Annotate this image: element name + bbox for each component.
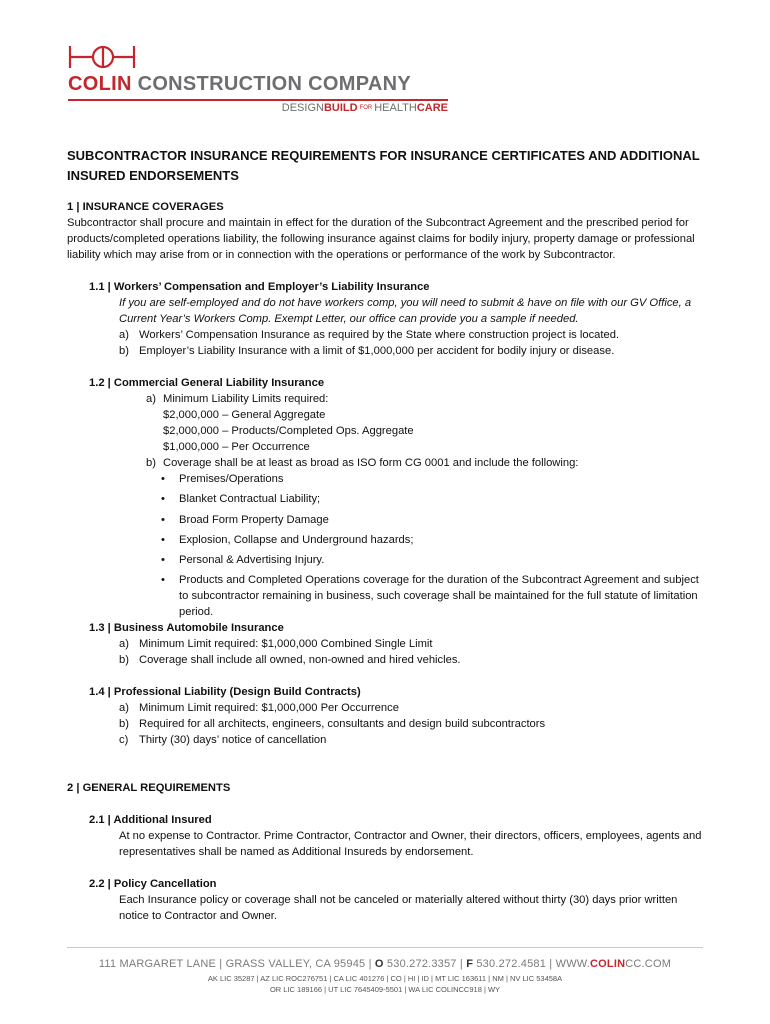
license-line: AK LIC 35287 | AZ LIC ROC276751 | CA LIC 401276 | CO | HI | ID | MT LIC 163611 | NM | NV LIC 53458A bbox=[207, 974, 563, 983]
bullet-item: • Personal & Advertising Injury. bbox=[161, 554, 325, 566]
section-1-3-list bbox=[119, 636, 707, 668]
section-1-3-heading: 1.3 | Business Automobile Insurance bbox=[89, 622, 284, 634]
section-1-1-heading: 1.1 | Workers’ Compensation and Employer’s Liability Insurance bbox=[89, 281, 430, 293]
coverage-bullets bbox=[161, 471, 707, 620]
bullet-item: • Products and Completed Operations coverage for the duration of the Subcontract Agreement and subject to subcontractor remaining in business, such coverage shall be maintained for the full statute of limitation period. bbox=[161, 574, 699, 618]
list-item: c) Thirty (30) days’ notice of cancellation bbox=[119, 734, 327, 746]
section-2-2-text: Each Insurance policy or coverage shall not be canceled or materially altered without thirty (30) days prior written notice to Contractor and Owner. bbox=[119, 894, 678, 922]
section-1-4-heading: 1.4 | Professional Liability (Design Build Contracts) bbox=[89, 686, 361, 698]
license-line: OR LIC 189166 | UT LIC 7645409-5501 | WA LIC COLINCC918 | WY bbox=[269, 985, 501, 994]
company-name: COLIN CONSTRUCTION COMPANY bbox=[68, 73, 411, 95]
section-2-2-heading: 2.2 | Policy Cancellation bbox=[89, 878, 217, 890]
logo-mark-icon bbox=[68, 44, 138, 70]
list-item: b) Coverage shall be at least as broad as ISO form CG 0001 and include the following: bbox=[146, 457, 579, 469]
section-1-2-list bbox=[146, 391, 707, 407]
liability-limits bbox=[163, 407, 707, 455]
list-item: a) Workers’ Compensation Insurance as required by the State where construction project is located. bbox=[119, 329, 620, 341]
bullet-item: • Blanket Contractual Liability; bbox=[161, 493, 321, 505]
footer-divider bbox=[67, 947, 703, 948]
section-1-heading: 1 | INSURANCE COVERAGES bbox=[67, 201, 224, 213]
section-2-heading: 2 | GENERAL REQUIREMENTS bbox=[67, 782, 231, 794]
document-body bbox=[67, 146, 707, 924]
logo-divider bbox=[68, 99, 448, 101]
section-1-4 bbox=[89, 684, 707, 748]
section-1-1-note: If you are self-employed and do not have workers comp, you will need to submit & have on file with our GV Office, a Current Year’s Workers Comp. Exempt Letter, our office can provide you a sample if needed. bbox=[119, 297, 692, 325]
section-1-1 bbox=[89, 279, 707, 359]
section-1-4-list bbox=[119, 700, 707, 748]
company-logo bbox=[68, 44, 448, 116]
limit-line: $1,000,000 – Per Occurrence bbox=[163, 441, 310, 453]
section-2-1 bbox=[89, 812, 707, 860]
section-1-2-heading: 1.2 | Commercial General Liability Insurance bbox=[89, 377, 325, 389]
list-item: a) Minimum Limit required: $1,000,000 Per Occurrence bbox=[119, 702, 399, 714]
company-tagline: DESIGNBUILD FOR HEALTHCARE bbox=[281, 102, 448, 114]
section-2-2 bbox=[89, 876, 707, 924]
section-1-1-list bbox=[119, 327, 707, 359]
license-numbers bbox=[67, 973, 703, 995]
section-1-3 bbox=[89, 620, 707, 668]
limit-line: $2,000,000 – Products/Completed Ops. Aggregate bbox=[163, 425, 414, 437]
company-address: 111 MARGARET LANE | GRASS VALLEY, CA 95945 | O 530.272.3357 | F 530.272.4581 | WWW.COLINCC.COM bbox=[98, 958, 672, 970]
bullet-item: • Explosion, Collapse and Underground hazards; bbox=[161, 534, 414, 546]
bullet-item: • Premises/Operations bbox=[161, 473, 284, 485]
bullet-item: • Broad Form Property Damage bbox=[161, 514, 329, 526]
list-item: b) Coverage shall include all owned, non-owned and hired vehicles. bbox=[119, 654, 461, 666]
document-title: SUBCONTRACTOR INSURANCE REQUIREMENTS FOR INSURANCE CERTIFICATES AND ADDITIONAL INSURED ENDORSEMENTS bbox=[67, 148, 700, 183]
list-item: a) Minimum Limit required: $1,000,000 Combined Single Limit bbox=[119, 638, 433, 650]
page-footer bbox=[67, 947, 703, 995]
section-1-2 bbox=[89, 375, 707, 620]
list-item: b) Employer’s Liability Insurance with a limit of $1,000,000 per accident for bodily injury or disease. bbox=[119, 345, 615, 357]
limit-line: $2,000,000 – General Aggregate bbox=[163, 409, 326, 421]
section-2-1-heading: 2.1 | Additional Insured bbox=[89, 814, 212, 826]
list-item: a) Minimum Liability Limits required: bbox=[146, 393, 329, 405]
list-item: b) Required for all architects, engineers, consultants and design build subcontractors bbox=[119, 718, 546, 730]
section-1-text: Subcontractor shall procure and maintain in effect for the duration of the Subcontract Agreement and the prescribed period for products/completed operations liability, the following insurance against claims for bodily injury, property damage or professional liability which may arise from or in connection with the operations or performance of the work by Subcontractor. bbox=[67, 217, 695, 261]
section-2-1-text: At no expense to Contractor. Prime Contractor, Contractor and Owner, their directors, officers, employees, agents and representatives shall be named as Additional Insureds by endorsement. bbox=[119, 830, 702, 858]
